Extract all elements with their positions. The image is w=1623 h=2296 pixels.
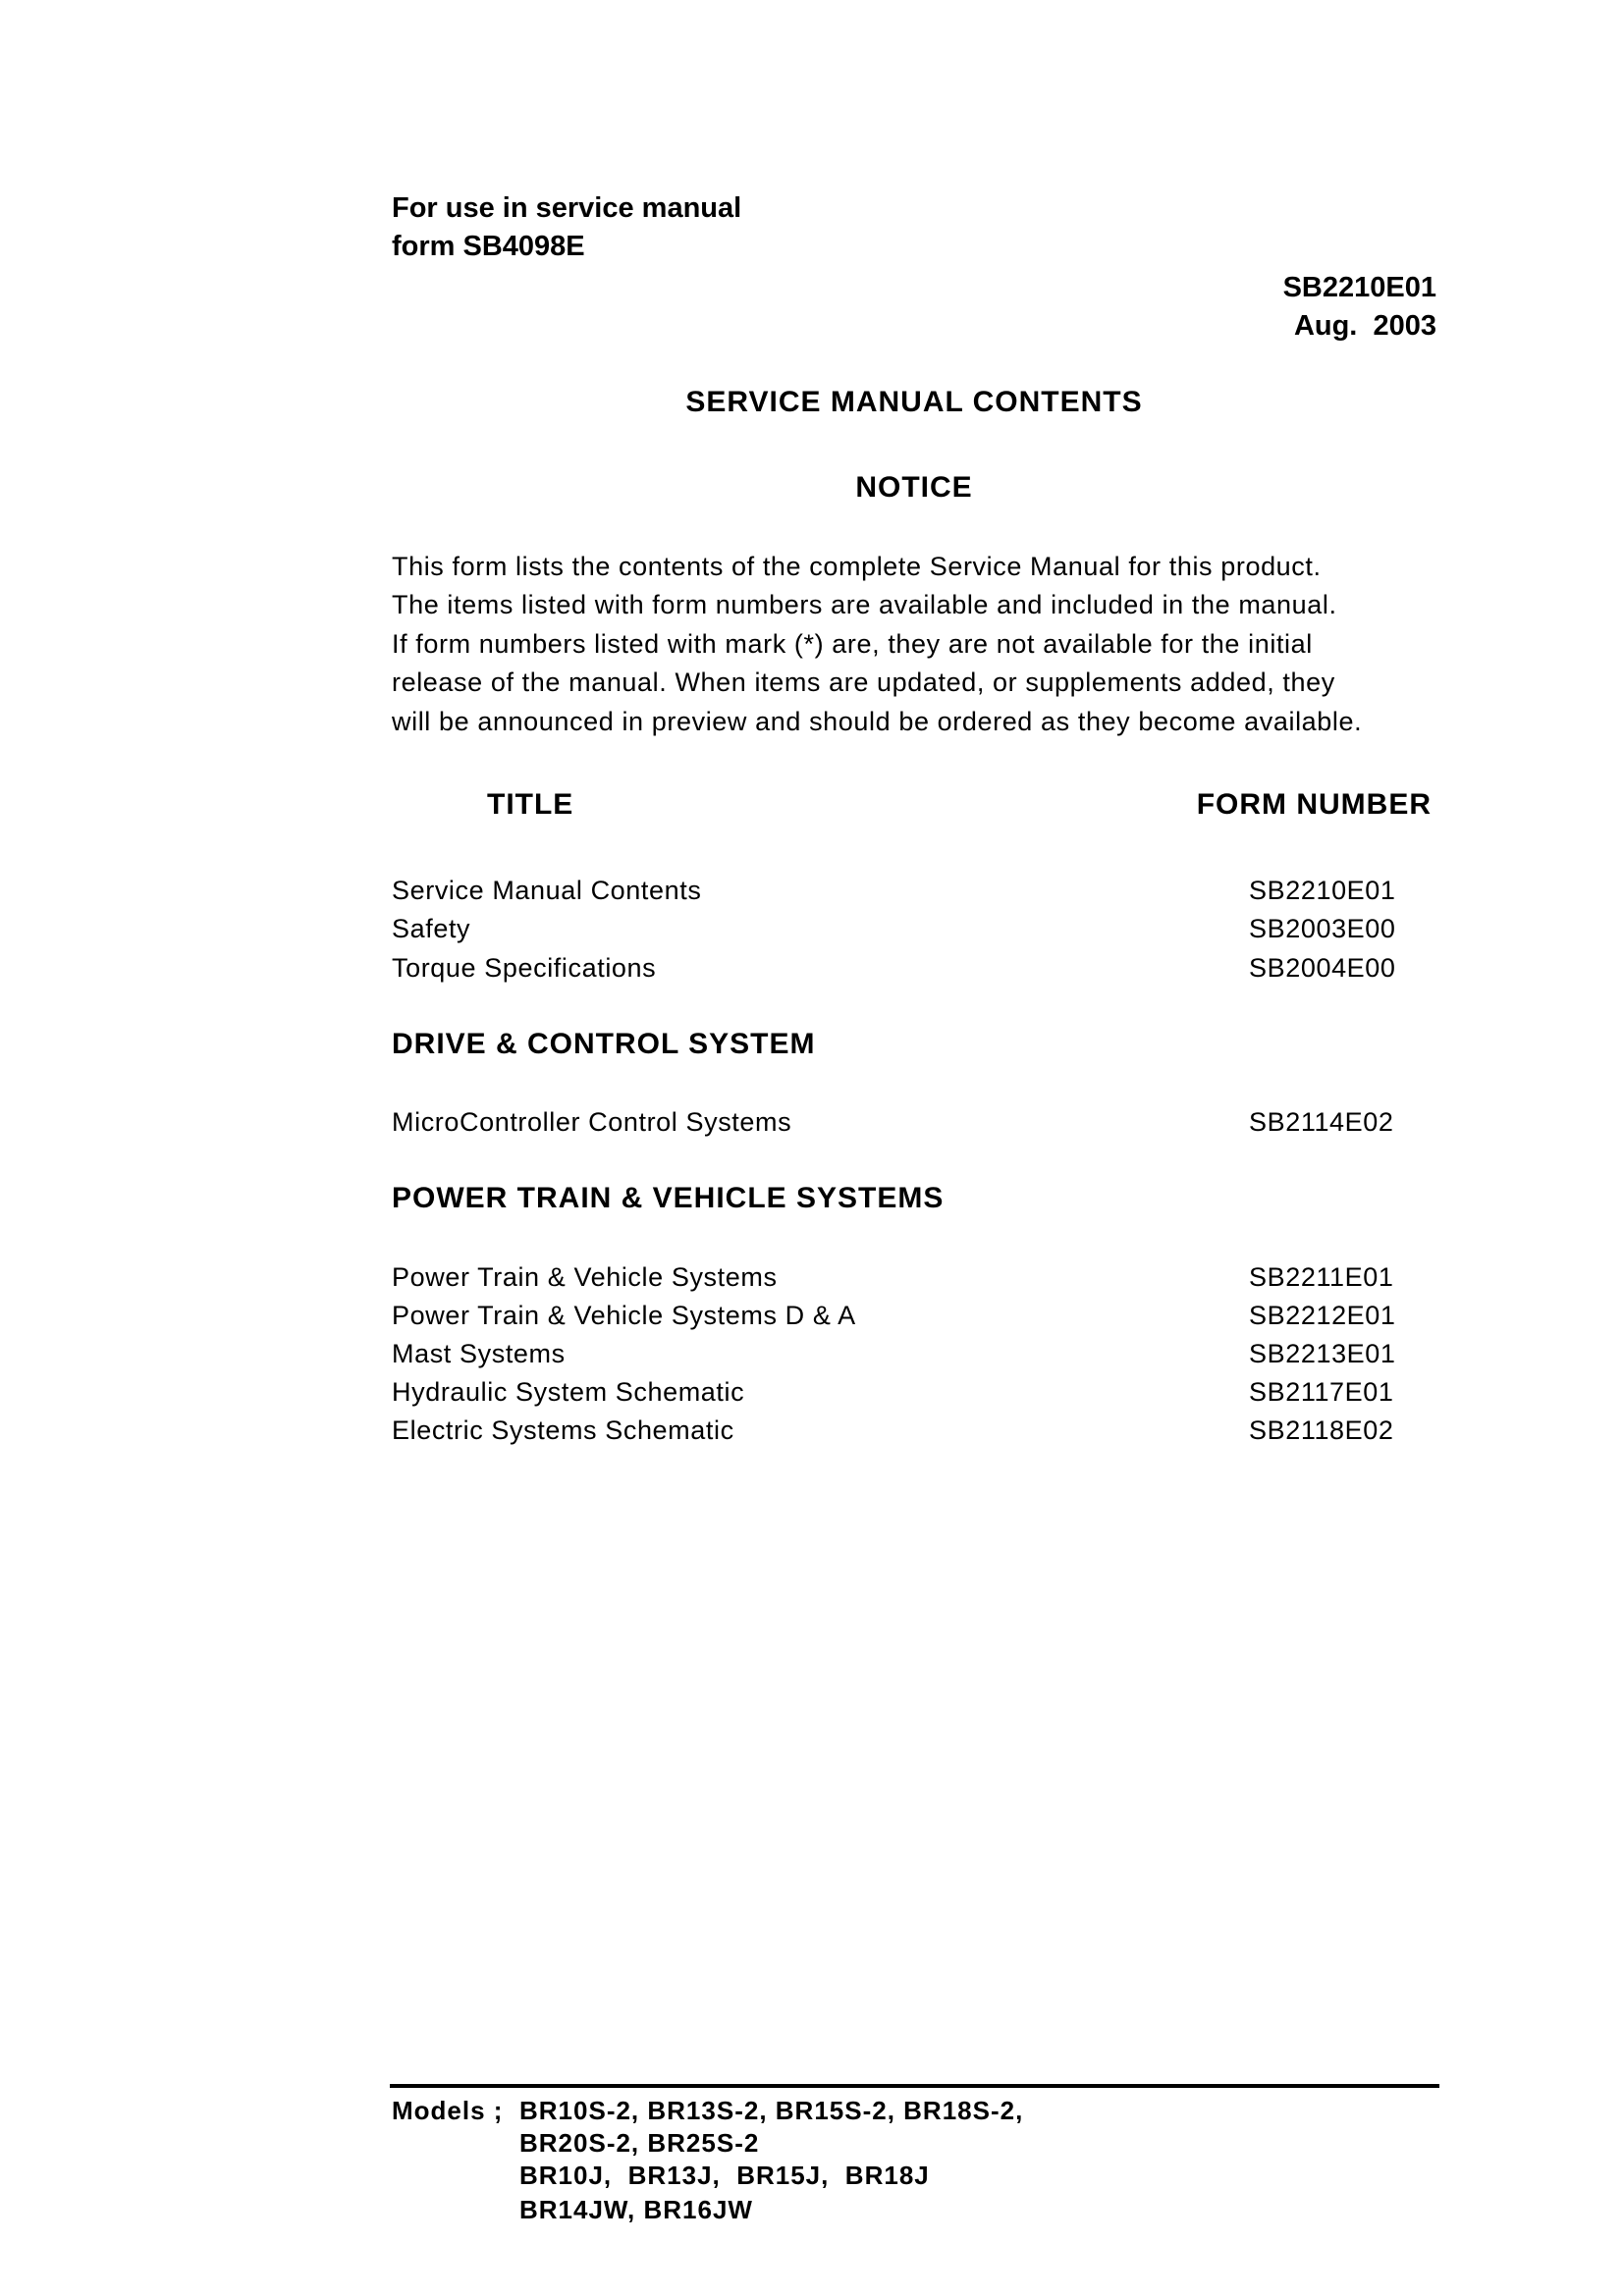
models-line: BR20S-2, BR25S-2 <box>519 2128 760 2158</box>
item-title: MicroController Control Systems <box>392 1107 792 1137</box>
models-line: BR14JW, BR16JW <box>519 2195 753 2224</box>
section-heading: DRIVE & CONTROL SYSTEM <box>392 1028 816 1060</box>
item-title: Power Train & Vehicle Systems <box>392 1262 778 1292</box>
models-line: BR10J, BR13J, BR15J, BR18J <box>519 2161 930 2190</box>
use-note-line2: form SB4098E <box>392 231 585 262</box>
item-form: SB2211E01 <box>1249 1262 1394 1292</box>
item-title: Torque Specifications <box>392 953 657 983</box>
notice-heading: NOTICE <box>855 471 973 504</box>
item-title: Service Manual Contents <box>392 876 702 905</box>
models-line: BR10S-2, BR13S-2, BR15S-2, BR18S-2, <box>519 2096 1024 2125</box>
column-header-title: TITLE <box>487 788 574 821</box>
item-title: Power Train & Vehicle Systems D & A <box>392 1301 856 1330</box>
models-label: Models ; <box>392 2096 504 2125</box>
item-title: Hydraulic System Schematic <box>392 1377 745 1407</box>
notice-line: The items listed with form numbers are available and included in the manual. <box>392 590 1337 619</box>
page-title: SERVICE MANUAL CONTENTS <box>685 386 1143 418</box>
notice-line: will be announced in preview and should be ordered as they become available. <box>392 707 1363 736</box>
section-heading: POWER TRAIN & VEHICLE SYSTEMS <box>392 1182 945 1214</box>
item-form: SB2212E01 <box>1249 1301 1396 1330</box>
item-form: SB2213E01 <box>1249 1339 1396 1368</box>
notice-line: If form numbers listed with mark (*) are, they are not available for the initial <box>392 629 1313 659</box>
item-form: SB2003E00 <box>1249 914 1396 943</box>
item-form: SB2117E01 <box>1249 1377 1394 1407</box>
item-title: Electric Systems Schematic <box>392 1415 734 1445</box>
item-form: SB2004E00 <box>1249 953 1396 983</box>
use-note-line1: For use in service manual <box>392 192 742 224</box>
notice-line: release of the manual. When items are updated, or supplements added, they <box>392 667 1335 697</box>
item-form: SB2118E02 <box>1249 1415 1394 1445</box>
notice-line: This form lists the contents of the complete Service Manual for this product. <box>392 552 1322 581</box>
issue-date: Aug. 2003 <box>1293 310 1436 342</box>
form-number: SB2210E01 <box>1282 272 1436 303</box>
item-form: SB2114E02 <box>1249 1107 1394 1137</box>
item-form: SB2210E01 <box>1249 876 1396 905</box>
footer-rule <box>390 2084 1439 2088</box>
item-title: Safety <box>392 914 471 943</box>
column-header-form-number: FORM NUMBER <box>1196 788 1432 821</box>
item-title: Mast Systems <box>392 1339 566 1368</box>
